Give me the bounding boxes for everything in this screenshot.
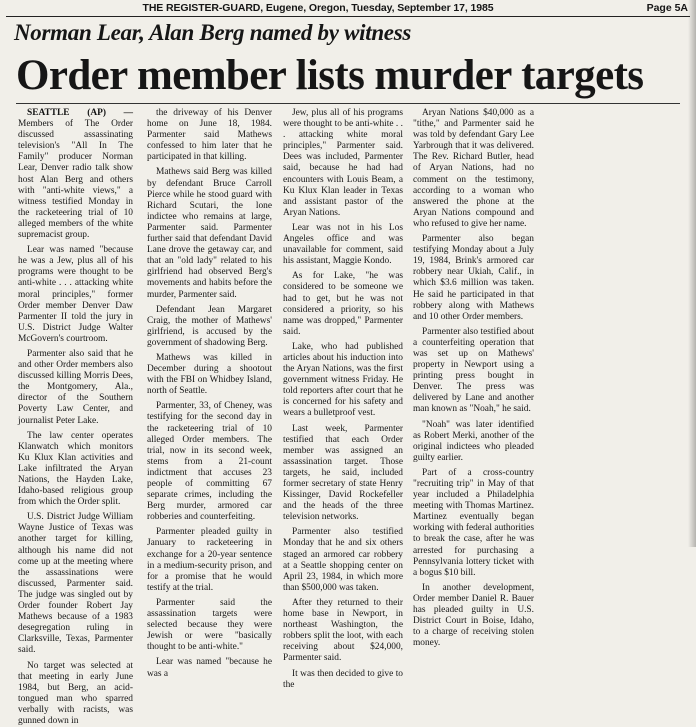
article-paragraph: the driveway of his Denver home on June 18, 1984. Parmenter said Mathews confessed to him later that he participated in that killing. bbox=[147, 108, 272, 163]
article-paragraph: The law center operates Klanwatch which monitors Ku Klux Klan activities and Lake infiltrated the Aryan Nations, the Hayden Lake, Idaho-based religious group from which the Order split. bbox=[18, 431, 133, 509]
article-paragraph: Aryan Nations $40,000 as a "tithe," and Parmenter said he was told by defendant Gary Lee Yarbrough that it was delivered. The Rev. Richard Butler, head of Aryan Nations, had no comment on the testimony, according to a woman who answered the phone at the Aryan Nations compound and who refused to give her name. bbox=[413, 108, 534, 230]
publication-line: THE REGISTER-GUARD, Eugene, Oregon, Tuesday, September 17, 1985 bbox=[6, 2, 630, 14]
article-paragraph: Mathews said Berg was killed by defendant Bruce Carroll Pierce while he stood guard with Richard Scutari, the lone indictee who remains at large, Parmenter said. Parmenter further said that defendant David Lane drove the getaway car, and that an "old lady" related to his girlfriend had observed Berg's movements and habits before the murder, Parmenter said. bbox=[147, 167, 272, 300]
article-paragraph: "Noah" was later identified as Robert Merki, another of the original indictees who pleaded guilty earlier. bbox=[413, 420, 534, 464]
article-paragraph: It was then decided to give to the bbox=[283, 669, 403, 691]
page-number: Page 5A bbox=[647, 2, 688, 14]
article-paragraph: Parmenter also testified about a counterfeiting operation that was set up on Mathews' property in Newport using a printing press bought in Denver. The press was delivered by Lane and another man known as "Noah," he said. bbox=[413, 327, 534, 416]
article-paragraph: Parmenter said the assassination targets were selected because they were Jewish or were "basically thought to be anti-white." bbox=[147, 598, 272, 653]
article-paragraph: No target was selected at that meeting in early June 1984, but Berg, an acid-tongued man who sparred verbally with racists, was gunned down in bbox=[18, 661, 133, 727]
article-paragraph: Parmenter also began testifying Monday about a July 19, 1984, Brink's armored car robbery near Ukiah, Calif., in which $3.6 million was taken. He said he participated in that robbery along with Mathews and 10 other Order members. bbox=[413, 234, 534, 323]
paragraph-text: Members of The Order discussed assassinating television's "All In The Family" producer Norman Lear, Denver radio talk show host Alan Berg and others with "anti-white views," a witness testified Monday in the racketeering trial of 10 alleged members of the white supremacist group. bbox=[18, 119, 133, 240]
article-paragraph: Parmenter, 33, of Cheney, was testifying for the second day in the racketeering trial of 10 alleged Order members. The trial, now in its second week, stems from a 21-count indictment that accuses 23 people of committing 67 separate crimes, including the Berg murder, armored car robberies and counterfeiting. bbox=[147, 401, 272, 523]
article-paragraph: Part of a cross-country "recruiting trip" in May of that year included a Philadelphia meeting with Thomas Martinez. Martinez eventually began working with federal authorities to break the case, after he was arrested for purchasing a Pennsylvania lottery ticket with a bogus $10 bill. bbox=[413, 468, 534, 579]
kicker-headline: Norman Lear, Alan Berg named by witness bbox=[14, 19, 684, 47]
article-paragraph: After they returned to their home base in Newport, in northeast Washington, the robbers split the loot, with each receiving about $24,000, Parmenter said. bbox=[283, 598, 403, 665]
article-paragraph: Parmenter also testified Monday that he and six others staged an armored car robbery at a Seattle shopping center on April 23, 1984, in which more than $500,000 was taken. bbox=[283, 527, 403, 594]
article-paragraph: Lear was not in his Los Angeles office and was unavailable for comment, said his assistant, Maggie Kondo. bbox=[283, 223, 403, 267]
article-paragraph: In another development, Order member Daniel R. Bauer has pleaded guilty in U.S. District Court in Boise, Idaho, to a charge of receiving stolen money. bbox=[413, 583, 534, 650]
article-paragraph: Mathews was killed in December during a shootout with the FBI on Whidbey Island, north of Seattle. bbox=[147, 353, 272, 397]
article-paragraph: Parmenter pleaded guilty in January to racketeering in exchange for a 20-year sentence in a medium-security prison, and for a promise that he would testify at the trial. bbox=[147, 527, 272, 594]
page-edge-shadow bbox=[688, 0, 696, 547]
article-column-1 bbox=[18, 108, 133, 544]
article-paragraph: As for Lake, "he was considered to be someone we had to get, but he was not considered a priority, so his name was dropped," Parmenter said. bbox=[283, 271, 403, 338]
article-paragraph: Jew, plus all of his programs were thought to be anti-white . . . attacking white moral principles," Parmenter said. Dees was included, Parmenter said, because he had had encounters with Louis Beam, a Ku Klux Klan leader in Texas and assistant pastor of the Aryan Nations. bbox=[283, 108, 403, 219]
article-paragraph: U.S. District Judge William Wayne Justice of Texas was another target for killing, although his name did not come up at the meeting where the assassinations were discussed, Parmenter said. The judge was singled out by Order founder Robert Jay Mathews because of a 1983 desegregation ruling in Clarksville, Texas, Parmenter said. bbox=[18, 512, 133, 656]
article-paragraph: Lake, who had published articles about his induction into the Aryan Nations, was the first government witness Friday. He told reporters after court that he is concerned for his safety and wears a bulletproof vest. bbox=[283, 342, 403, 420]
article-paragraph: Last week, Parmenter testified that each Order member was assigned an assassination target. Those targets, he said, included former secretary of state Henry Kissinger, David Rockefeller and the heads of the three television networks. bbox=[283, 424, 403, 524]
article-paragraph: Lear was named "because he was a Jew, plus all of his programs were thought to be anti-white . . . attacking white moral principles," former Order member Denver Daw Parmenter II told the jury in U.S. District Judge Walter McGovern's courtroom. bbox=[18, 245, 133, 345]
article-column-2 bbox=[147, 108, 272, 544]
article-paragraph: Parmenter also said that he and other Order members also discussed killing Morris Dees, the Montgomery, Ala., director of the Southern Poverty Law Center, and journalist Peter Lake. bbox=[18, 349, 133, 427]
article-paragraph bbox=[18, 108, 133, 241]
article-paragraph: Lear was named "because he was a bbox=[147, 657, 272, 679]
article-column-4 bbox=[413, 108, 534, 544]
article-paragraph: Defendant Jean Margaret Craig, the mother of Mathews' girlfriend, is accused by the government of shadowing Berg. bbox=[147, 305, 272, 349]
main-headline: Order member lists murder targets bbox=[16, 53, 686, 99]
dateline: SEATTLE (AP) — bbox=[27, 108, 133, 118]
masthead bbox=[6, 2, 690, 17]
article-column-3 bbox=[283, 108, 403, 544]
headline-rule bbox=[16, 103, 680, 104]
